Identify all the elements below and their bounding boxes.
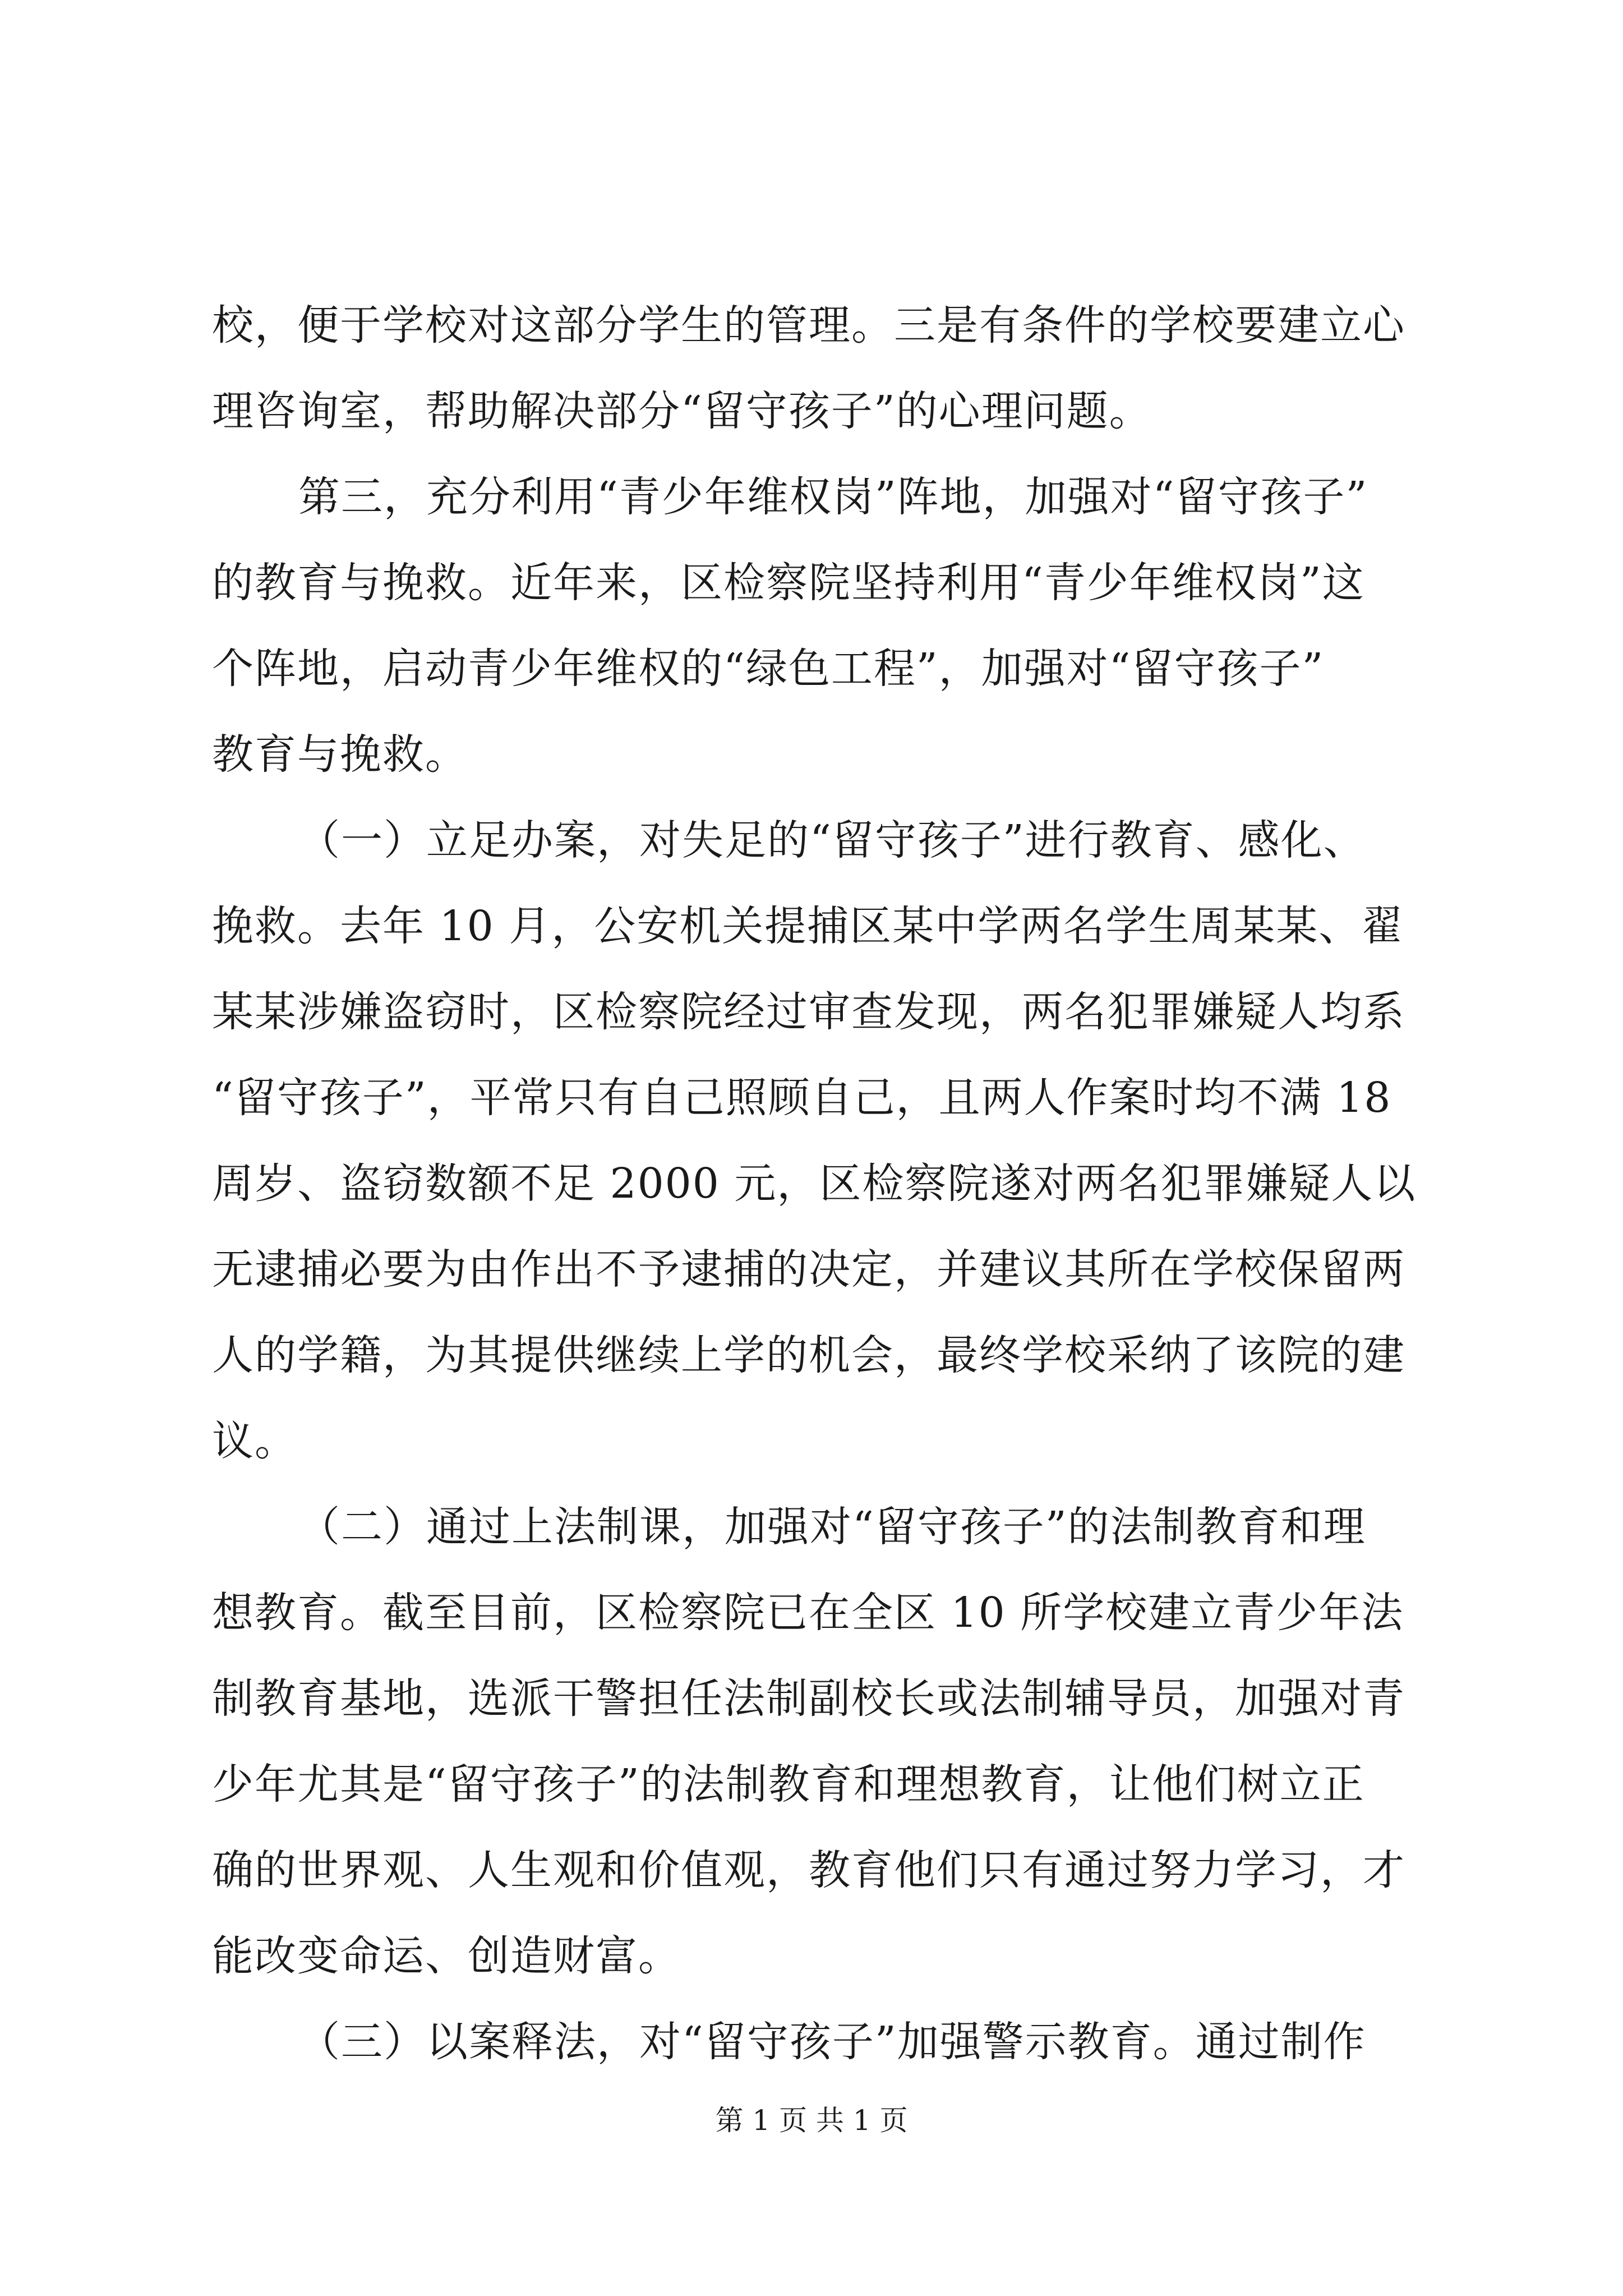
body-line-1: 校，便于学校对这部分学生的管理。三是有条件的学校要建立心: [212, 301, 1405, 349]
page-footer: 第 1 页 共 1 页: [715, 2104, 908, 2137]
body-line-21: （三）以案释法，对“留守孩子”加强警示教育。通过制作: [298, 2018, 1366, 2066]
body-line-18: 少年尤其是“留守孩子”的法制教育和理想教育，让他们树立正: [212, 1760, 1365, 1809]
body-line-11: 周岁、盗窃数额不足 2000 元，区检察院遂对两名犯罪嫌疑人以: [212, 1159, 1417, 1208]
body-line-3: 第三，充分利用“青少年维权岗”阵地，加强对“留守孩子”: [298, 473, 1368, 521]
body-line-13: 人的学籍，为其提供继续上学的机会，最终学校采纳了该院的建: [212, 1331, 1405, 1379]
body-line-8: 挽救。去年 10 月，公安机关提捕区某中学两名学生周某某、翟: [212, 902, 1404, 950]
body-line-6: 教育与挽救。: [212, 730, 468, 779]
body-line-5: 个阵地，启动青少年维权的“绿色工程”，加强对“留守孩子”: [212, 645, 1325, 693]
body-line-10: “留守孩子”，平常只有自己照顾自己，且两人作案时均不满 18: [212, 1074, 1392, 1122]
body-line-7: （一）立足办案，对失足的“留守孩子”进行教育、感化、: [298, 816, 1366, 864]
body-line-20: 能改变命运、创造财富。: [212, 1932, 681, 1980]
body-line-2: 理咨询室，帮助解决部分“留守孩子”的心理问题。: [212, 387, 1152, 435]
body-line-19: 确的世界观、人生观和价值观，教育他们只有通过努力学习，才: [212, 1846, 1405, 1894]
body-line-16: 想教育。截至目前，区检察院已在全区 10 所学校建立青少年法: [212, 1589, 1404, 1637]
body-line-15: （二）通过上法制课，加强对“留守孩子”的法制教育和理: [298, 1503, 1366, 1551]
body-line-4: 的教育与挽救。近年来，区检察院坚持利用“青少年维权岗”这: [212, 559, 1365, 607]
body-line-17: 制教育基地，选派干警担任法制副校长或法制辅导员，加强对青: [212, 1674, 1405, 1723]
body-line-9: 某某涉嫌盗窃时，区检察院经过审查发现，两名犯罪嫌疑人均系: [212, 988, 1405, 1036]
body-line-14: 议。: [212, 1417, 297, 1465]
body-line-12: 无逮捕必要为由作出不予逮捕的决定，并建议其所在学校保留两: [212, 1245, 1405, 1294]
